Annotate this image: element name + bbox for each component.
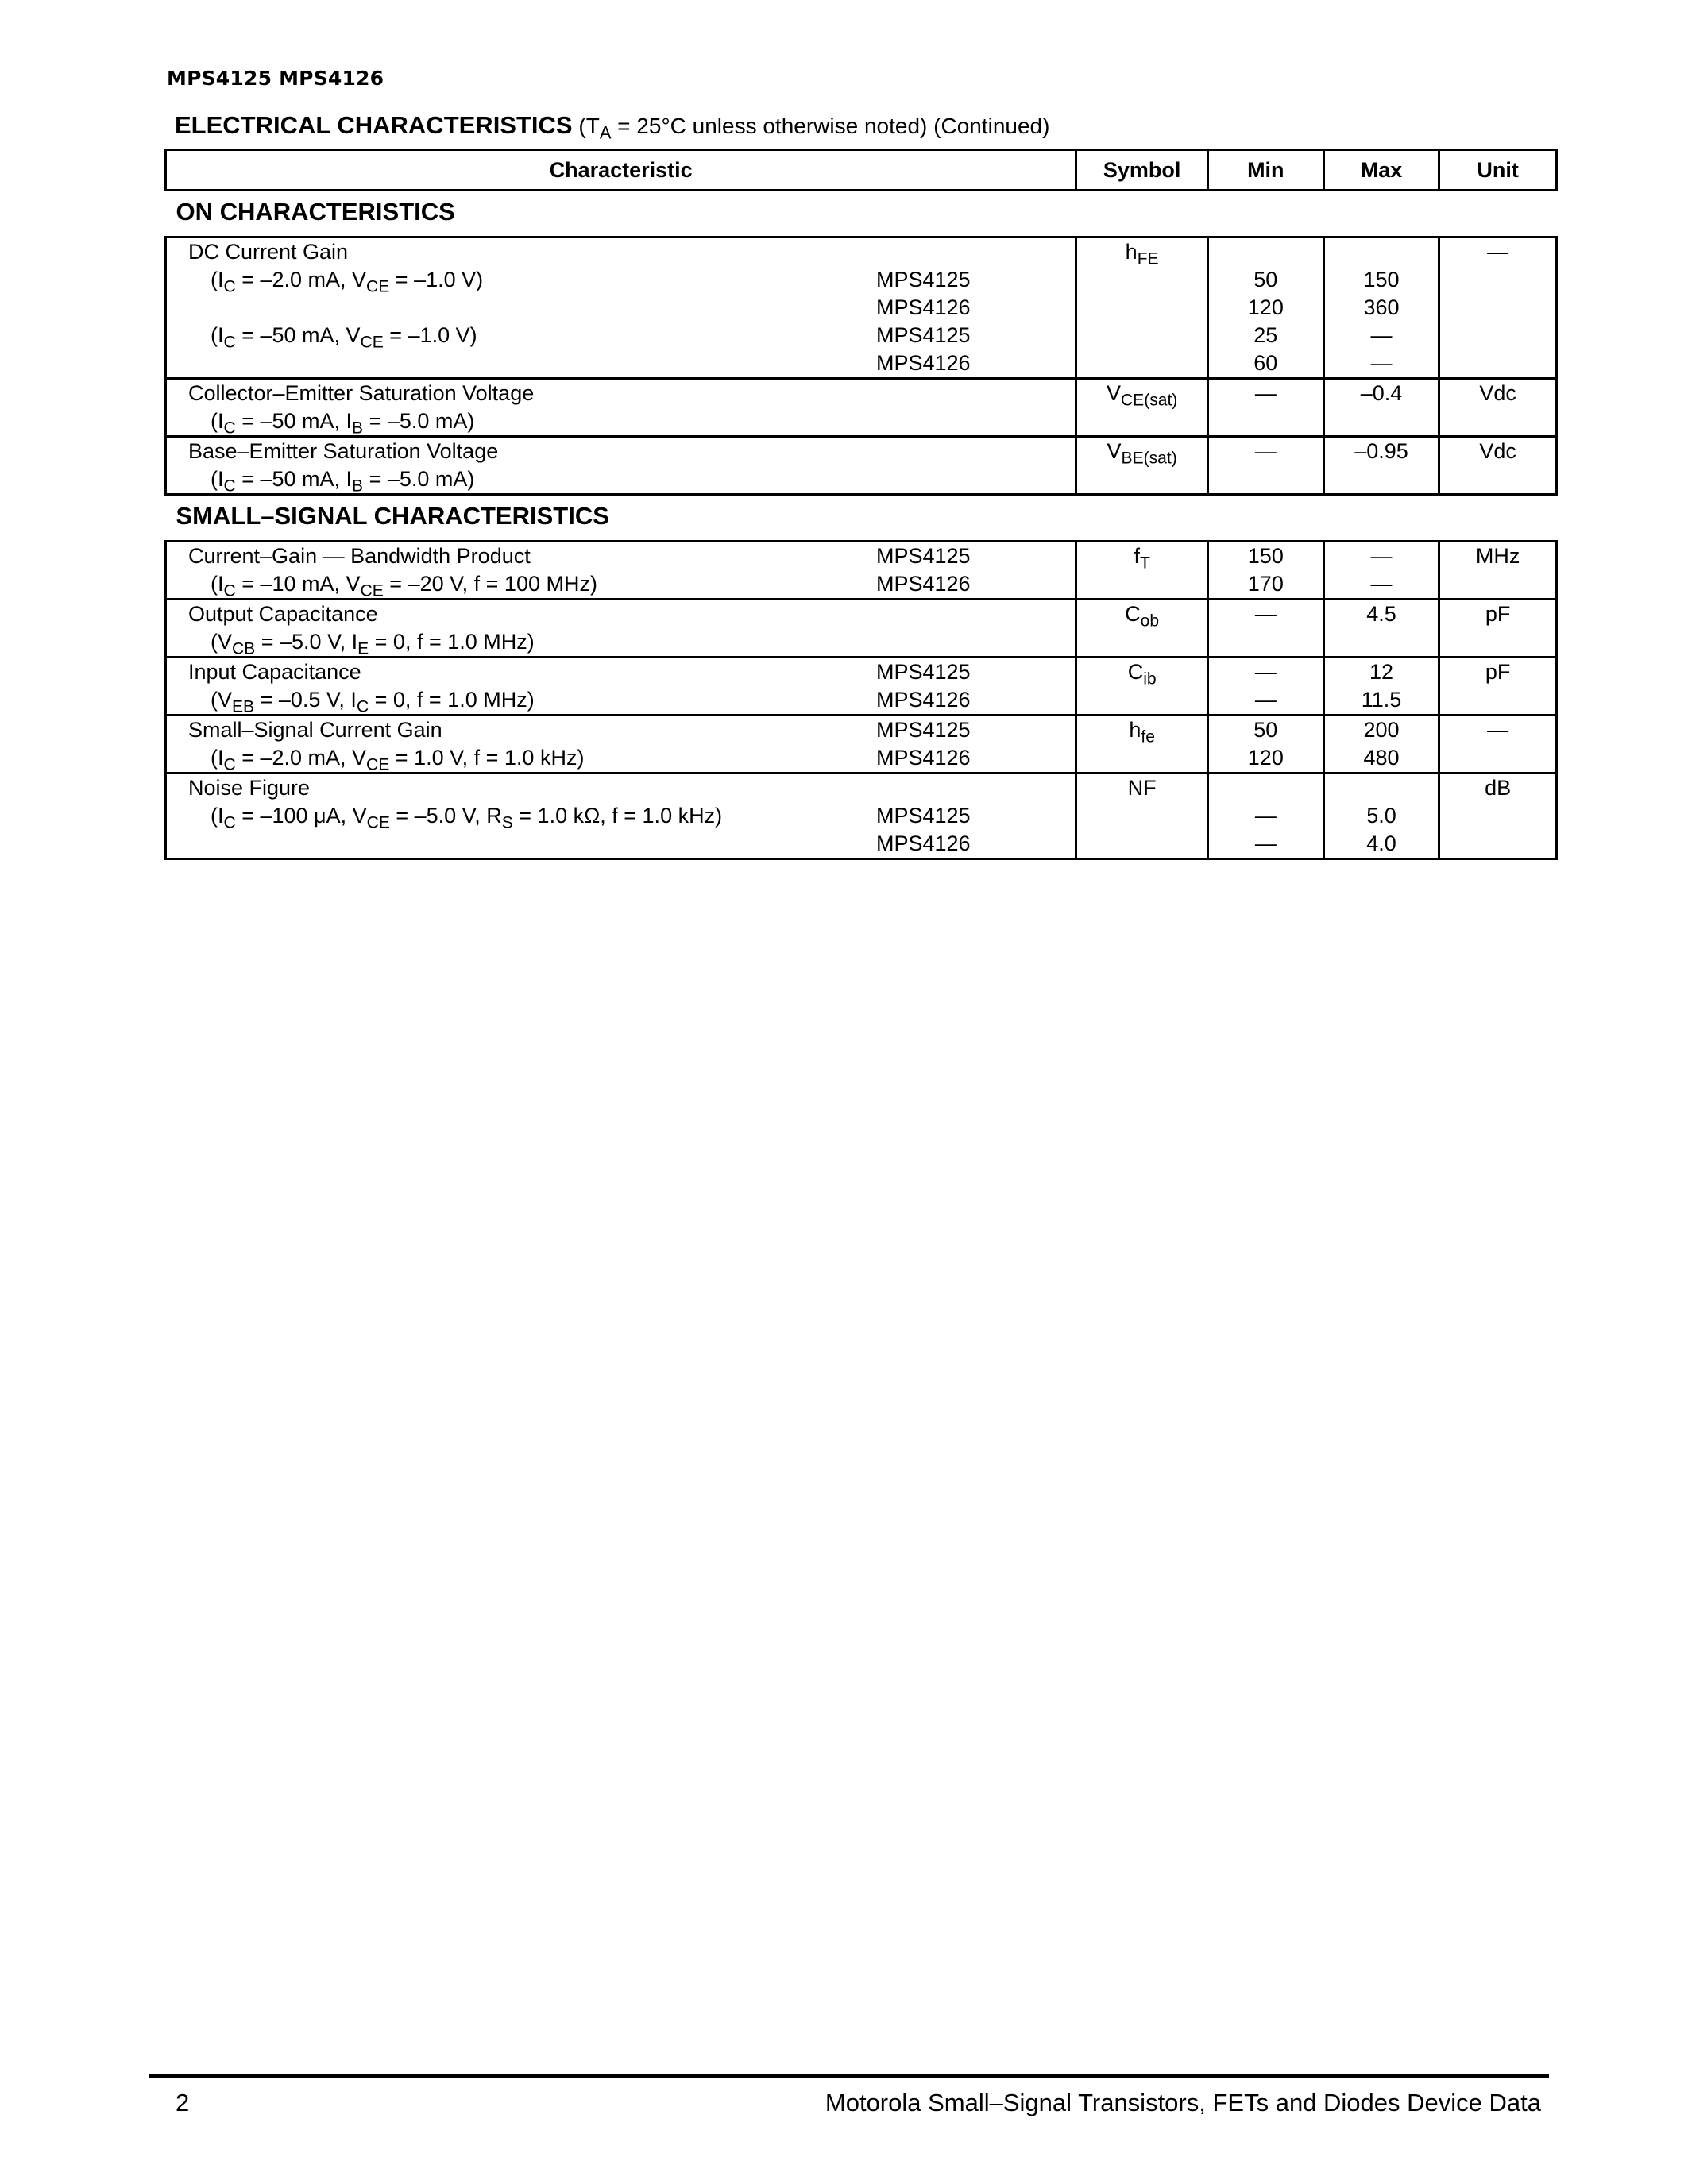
group-heading: ON CHARACTERISTICS — [176, 198, 455, 226]
test-condition: ($V_{EB} = -0.5$ V, $I_C = 0$, f = 1.0 MHz) MPS4126 — [211, 688, 971, 716]
unit-cell: — — [1439, 237, 1557, 379]
characteristic-name: Output Capacitance — [188, 602, 378, 626]
device-label: MPS4126 — [876, 688, 971, 712]
characteristic-cell — [166, 542, 1076, 600]
characteristic-cell — [166, 716, 1076, 774]
symbol-cell: $C_{ib}$ — [1076, 658, 1208, 716]
group-row-on — [166, 191, 1557, 237]
device-label: MPS4126 — [876, 295, 971, 319]
symbol-cell: $h_{fe}$ — [1076, 716, 1208, 774]
characteristic-cell — [166, 600, 1076, 658]
table-row — [166, 774, 1557, 859]
group-heading: SMALL–SIGNAL CHARACTERISTICS — [176, 502, 609, 530]
column-header-min: Min — [1208, 150, 1324, 191]
min-cell: — — [1208, 379, 1324, 437]
device-line — [167, 294, 1075, 322]
device-label: MPS4125 — [876, 718, 971, 742]
max-cell: –0.4 — [1323, 379, 1439, 437]
min-cell: — — [1208, 600, 1324, 658]
footer-rule — [149, 2074, 1549, 2078]
test-condition: ($I_C = -2.0$ mA, $V_{CE} = -1.0$ V) MPS4125 — [211, 268, 971, 296]
characteristic-cell — [166, 237, 1076, 379]
device-label: MPS4126 — [876, 832, 971, 855]
column-header-characteristic: Characteristic — [166, 150, 1076, 191]
max-cell: –0.95 — [1323, 437, 1439, 495]
unit-cell: Vdc — [1439, 379, 1557, 437]
min-cell: 50 120 — [1208, 716, 1324, 774]
symbol-cell: $V_{BE(sat)}$ — [1076, 437, 1208, 495]
symbol-cell: $h_{FE}$ — [1076, 237, 1208, 379]
characteristic-name: Input Capacitance MPS4125 — [167, 658, 1075, 686]
page-number: 2 — [176, 2089, 190, 2116]
characteristic-cell — [166, 379, 1076, 437]
characteristic-cell — [166, 658, 1076, 716]
characteristic-name: DC Current Gain — [188, 240, 349, 264]
test-condition: ($I_C = -50$ mA, $I_B = -5.0$ mA) — [211, 409, 475, 438]
characteristic-name: Current–Gain — Bandwidth Product MPS4125 — [167, 542, 1075, 570]
table-row — [166, 437, 1557, 495]
page-header: MPS4125 MPS4126 — [167, 67, 384, 90]
table-row — [166, 600, 1557, 658]
test-condition: ($I_C = -100$ μA, $V_{CE} = -5.0$ V, $R_S = 1.0$ kΩ, f = 1.0 kHz) MPS4125 — [211, 804, 971, 832]
symbol-cell: $f_T$ — [1076, 542, 1208, 600]
unit-cell: — — [1439, 716, 1557, 774]
test-condition: ($I_C = -50$ mA, $I_B = -5.0$ mA) — [211, 467, 475, 496]
characteristic-name: Noise Figure — [188, 776, 311, 800]
column-header-max: Max — [1323, 150, 1439, 191]
test-condition: ($I_C = -2.0$ mA, $V_{CE} = 1.0$ V, f = 1.0 kHz) MPS4126 — [211, 746, 971, 774]
unit-cell: Vdc — [1439, 437, 1557, 495]
device-label: MPS4125 — [876, 660, 971, 684]
max-cell: 4.5 — [1323, 600, 1439, 658]
device-line — [167, 830, 1075, 858]
section-title — [175, 111, 1050, 143]
symbol-cell: NF — [1076, 774, 1208, 859]
characteristic-name: Small–Signal Current Gain MPS4125 — [167, 716, 1075, 744]
max-cell: 200 480 — [1323, 716, 1439, 774]
table-row — [166, 237, 1557, 379]
min-cell: — — — [1208, 774, 1324, 859]
electrical-characteristics-table — [164, 149, 1558, 860]
max-cell: 5.0 4.0 — [1323, 774, 1439, 859]
device-label: MPS4125 — [876, 323, 971, 347]
max-cell: — — — [1323, 542, 1439, 600]
max-cell: 12 11.5 — [1323, 658, 1439, 716]
table-row — [166, 658, 1557, 716]
table-row — [166, 379, 1557, 437]
unit-cell: pF — [1439, 600, 1557, 658]
table-row — [166, 716, 1557, 774]
characteristic-cell — [166, 437, 1076, 495]
device-label: MPS4125 — [876, 804, 971, 828]
device-label: MPS4125 — [876, 268, 971, 291]
device-label: MPS4126 — [876, 351, 971, 375]
device-line — [167, 349, 1075, 377]
table-row — [166, 542, 1557, 600]
min-cell: 150 170 — [1208, 542, 1324, 600]
device-label: MPS4126 — [876, 746, 971, 770]
group-row-small-signal — [166, 495, 1557, 542]
max-cell: 150 360 — — — [1323, 237, 1439, 379]
column-header-symbol: Symbol — [1076, 150, 1208, 191]
characteristic-name: Base–Emitter Saturation Voltage — [188, 439, 499, 463]
symbol-cell: $C_{ob}$ — [1076, 600, 1208, 658]
min-cell: 50 120 25 60 — [1208, 237, 1324, 379]
device-label: MPS4126 — [876, 572, 971, 596]
title-condition: ($T_A = 25^\circ C$ unless otherwise noted) (Continued) — [572, 114, 1050, 143]
min-cell: — — — [1208, 658, 1324, 716]
title-main: ELECTRICAL CHARACTERISTICS — [175, 111, 573, 139]
footer-text: Motorola Small–Signal Transistors, FETs and Diodes Device Data — [825, 2089, 1541, 2116]
device-label: MPS4125 — [876, 544, 971, 568]
unit-cell: pF — [1439, 658, 1557, 716]
test-condition: ($V_{CB} = -5.0$ V, $I_E = 0$, f = 1.0 MHz) — [211, 630, 535, 658]
symbol-cell: $V_{CE(sat)}$ — [1076, 379, 1208, 437]
table-header-row — [166, 150, 1557, 191]
characteristic-cell — [166, 774, 1076, 859]
characteristic-name: Collector–Emitter Saturation Voltage — [188, 381, 535, 405]
unit-cell: MHz — [1439, 542, 1557, 600]
min-cell: — — [1208, 437, 1324, 495]
unit-cell: dB — [1439, 774, 1557, 859]
column-header-unit: Unit — [1439, 150, 1557, 191]
test-condition: ($I_C = -10$ mA, $V_{CE} = -20$ V, f = 100 MHz) MPS4126 — [211, 572, 971, 600]
test-condition: ($I_C = -50$ mA, $V_{CE} = -1.0$ V) MPS4125 — [211, 323, 971, 352]
